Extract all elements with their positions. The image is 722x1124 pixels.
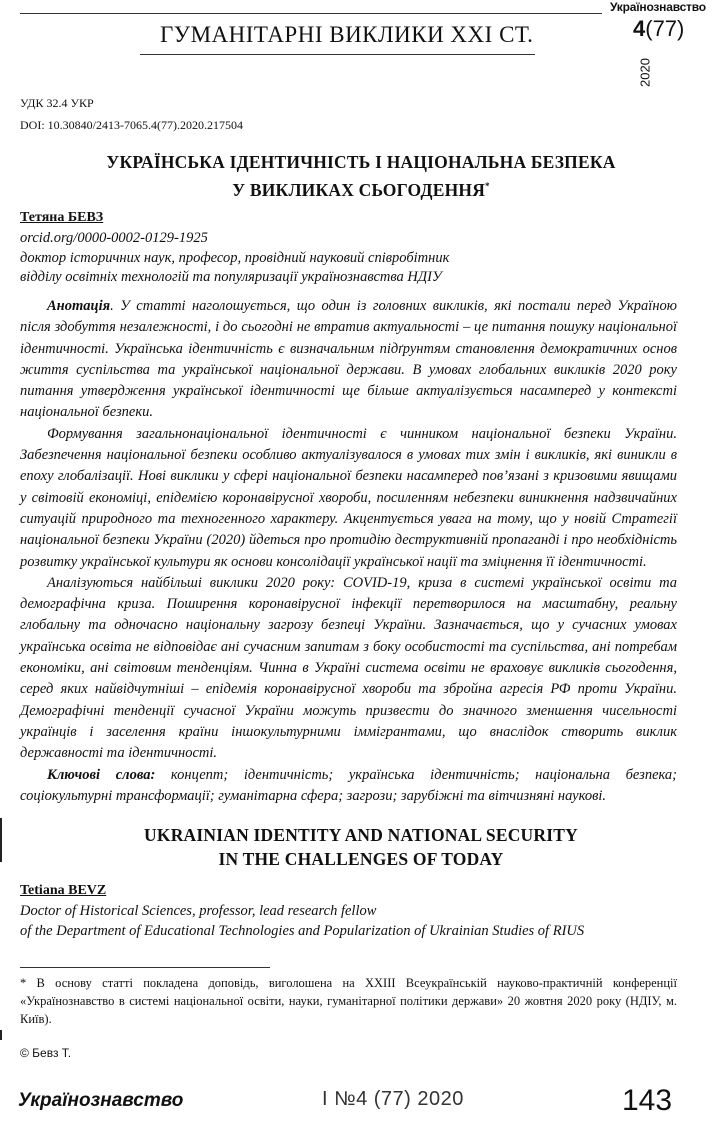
article-title-ua-line1: УКРАЇНСЬКА ІДЕНТИЧНІСТЬ І НАЦІОНАЛЬНА БЕЗПЕКА — [106, 152, 616, 172]
author-affiliation-ua-1: доктор історичних наук, професор, провідний науковий співробітник — [20, 250, 450, 266]
article-title-en — [20, 823, 702, 871]
doi: DOI: 10.30840/2413-7065.4(77).2020.217504 — [20, 118, 243, 132]
header-rule — [20, 13, 602, 14]
issue-number: 4(77) — [633, 16, 685, 41]
edge-mark — [0, 818, 2, 862]
keywords: Ключові слова: концепт; ідентичність; українська ідентичність; національна безпека; соціокультурні трансформації; гуманітарна сфера; загрози; зарубіжні та вітчизняні наукові. — [20, 766, 677, 804]
footer-journal-name: Українознавство — [18, 1090, 184, 1111]
abstract-paragraph-3: Аналізуються найбільші виклики 2020 року: COVID-19, криза в системі української освіти та демографічна криза. Поширення коронавірусної інфекції перетворилося на масштабну, реальну глобальну та одночасно національну загрозу безпеці України. Зазначається, що у сучасних умовах українська освіта не відповідає ані сучасним запитам з боку особистості та суспільства, ані потребам економіки, ані світовим тенденціям. Чинна в Україні система освіти не враховує викликів сьогодення, серед яких найвідчутніші – епідемія коронавірусної хвороби та збройна агресія РФ проти України. Демографічні тенденції сучасної України можуть призвести до значного зменшення чисельності українців і заселення країни іншокультурними іммігрантами, що внаслідок створить виклик державності та ідентичності. — [20, 574, 677, 762]
article-title-en-line1: UKRAINIAN IDENTITY AND NATIONAL SECURITY — [144, 825, 578, 845]
article-title-ua — [20, 150, 702, 202]
author-orcid[interactable]: orcid.org/0000-0002-0129-1925 — [20, 230, 208, 246]
footer-issue: І №4 (77) 2020 — [322, 1088, 464, 1110]
article-title-ua-line2: У ВИКЛИКАХ СЬОГОДЕННЯ* — [232, 179, 490, 200]
page-number: 143 — [622, 1084, 673, 1117]
author-name-en: Tetiana BEVZ — [20, 883, 107, 898]
edge-mark — [0, 1030, 2, 1040]
author-affiliation-en-2: of the Department of Educational Technologies and Popularization of Ukrainian Studies of RIUS — [20, 923, 585, 939]
author-affiliation-ua-2: відділу освітніх технологій та популяризації українознавства НДІУ — [20, 269, 442, 285]
footnote: * В основу статті покладена доповідь, виголошена на XXIII Всеукраїнській науково-практичній конференції «Українознавство в системі національної освіти, науки, гуманітарної політики держави» 20 жовтня 2020 року (НДІУ, м. Київ). — [20, 976, 677, 1026]
udc-code: УДК 32.4 УКР — [20, 96, 94, 110]
journal-brand-top: Українознавство — [610, 0, 706, 14]
copyright: © Бевз Т. — [20, 1046, 72, 1060]
issue-year: 2020 — [637, 58, 653, 87]
article-title-en-line2: IN THE CHALLENGES OF TODAY — [218, 849, 504, 869]
author-affiliation-en-1: Doctor of Historical Sciences, professor, lead research fellow — [20, 903, 377, 919]
footnote-separator — [20, 967, 270, 968]
abstract-paragraph-1: Анотація. У статті наголошується, що один із головних викликів, які постали перед Україною після здобуття незалежності, і до сьогодні не втратив актуальності – це питання пошуку національної ідентичності. Українська ідентичність є визначальним підґрунтям становлення демократичних основ життя суспільства та української національної держави. В умовах глобальних викликів 2020 року питання утвердження української ідентичності ще більше актуалізується насамперед у контексті національної безпеки. — [20, 298, 677, 421]
author-name-ua: Тетяна БЕВЗ — [20, 210, 104, 225]
section-title: ГУМАНІТАРНІ ВИКЛИКИ XXI СТ. — [160, 22, 534, 47]
abstract-paragraph-2: Формування загальнонаціональної ідентичності є чинником національної безпеки України. Забезпечення національної безпеки особливо актуалізувалося в умовах тих змін і викликів, які виникли в епоху глобалізації. Нові виклики у сфері національної безпеки насамперед пов’язані з кризовими явищами у світовій економіці, епідемією коронавірусної хвороби, посиленням небезпеки виникнення надзвичайних ситуацій природного та техногенного характеру. Акцентується увага на тому, що у новій Стратегії національної безпеки України (2020) йдеться про протидію деструктивній пропаганді і про необхідність розвитку української культури як основи консолідації української нації та зміцнення її ідентичності. — [20, 425, 677, 570]
abstract — [20, 296, 677, 807]
section-title-underline — [140, 54, 535, 55]
